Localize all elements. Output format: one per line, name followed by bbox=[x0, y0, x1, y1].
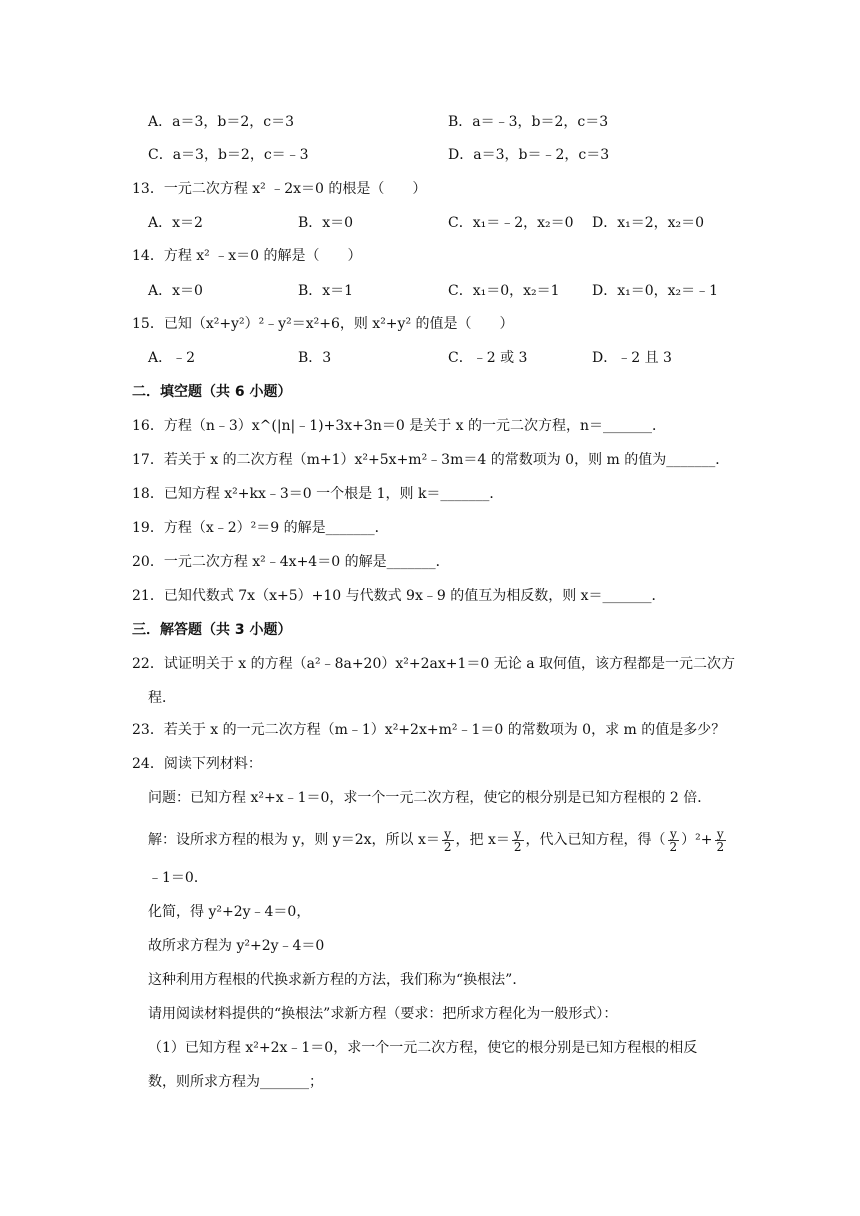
section-fill-in-heading: 二．填空题（共 6 小题） bbox=[132, 384, 292, 400]
q22-line-2: 程． bbox=[148, 690, 176, 706]
fraction-y-over-2 bbox=[715, 828, 727, 853]
q12-option-c: C．a＝3，b＝2，c＝﹣3 bbox=[148, 147, 309, 163]
q24-solution-part-d: ）²+ bbox=[681, 832, 713, 848]
q21-text: 21．已知代数式 7x（x+5）+10 与代数式 9x﹣9 的值互为相反数，则 x＝_______． bbox=[132, 588, 666, 604]
q14-option-c: C．x₁＝0，x₂＝1 bbox=[448, 283, 560, 299]
q18-text: 18．已知方程 x²+kx﹣3＝0 一个根是 1，则 k＝_______． bbox=[132, 486, 504, 502]
fraction-denominator: 2 bbox=[513, 839, 522, 854]
q15-option-c: C．﹣2 或 3 bbox=[448, 350, 528, 366]
fraction-numerator: y bbox=[668, 828, 680, 841]
q13-option-c: C．x₁＝﹣2，x₂＝0 bbox=[448, 215, 574, 231]
q13-option-d: D．x₁＝2，x₂＝0 bbox=[592, 215, 705, 231]
q15-option-b: B．3 bbox=[298, 350, 332, 366]
q19-text: 19．方程（x﹣2）²＝9 的解是_______． bbox=[132, 520, 389, 536]
q12-option-b: B．a＝﹣3，b＝2，c＝3 bbox=[448, 114, 609, 130]
fraction-denominator: 2 bbox=[443, 839, 452, 854]
q13-option-a: A．x＝2 bbox=[148, 215, 203, 231]
q12-option-a: A．a＝3，b＝2，c＝3 bbox=[148, 114, 294, 130]
q24-method: 这种利用方程根的代换求新方程的方法，我们称为“换根法”． bbox=[148, 972, 527, 988]
q14-option-d: D．x₁＝0，x₂＝﹣1 bbox=[592, 283, 719, 299]
q20-text: 20．一元二次方程 x²﹣4x+4＝0 的解是_______． bbox=[132, 554, 450, 570]
q24-part1-line-1: （1）已知方程 x²+2x﹣1＝0，求一个一元二次方程，使它的根分别是已知方程根的相反 bbox=[148, 1040, 698, 1056]
fraction-numerator: y bbox=[442, 828, 454, 841]
section-answer-heading: 三．解答题（共 3 小题） bbox=[132, 622, 292, 638]
q22-line-1: 22．试证明关于 x 的方程（a²﹣8a+20）x²+2ax+1＝0 无论 a 取何值，该方程都是一元二次方 bbox=[132, 656, 735, 672]
q24-simplify: 化简，得 y²+2y﹣4＝0， bbox=[148, 904, 311, 920]
q14-stem: 14．方程 x² ﹣x＝0 的解是（ ） bbox=[132, 248, 362, 264]
q24-title: 24．阅读下列材料： bbox=[132, 756, 262, 772]
q13-option-b: B．x＝0 bbox=[298, 215, 354, 231]
q23-text: 23．若关于 x 的一元二次方程（m﹣1）x²+2x+m²﹣1＝0 的常数项为 0，求 m 的值是多少？ bbox=[132, 722, 726, 738]
q14-option-b: B．x＝1 bbox=[298, 283, 354, 299]
fraction-y-over-2 bbox=[512, 828, 524, 853]
q24-part1-line-2: 数，则所求方程为_______； bbox=[148, 1074, 323, 1090]
q13-stem: 13．一元二次方程 x² ﹣2x＝0 的根是（ ） bbox=[132, 181, 427, 197]
q24-result: 故所求方程为 y²+2y﹣4＝0 bbox=[148, 938, 325, 954]
q15-option-a: A．﹣2 bbox=[148, 350, 196, 366]
q24-solution-part-a: 解：设所求方程的根为 y，则 y＝2x，所以 x＝ bbox=[148, 832, 440, 848]
q16-text: 16．方程（n﹣3）x^(|n|﹣1)+3x+3n＝0 是关于 x 的一元二次方程，n＝_______． bbox=[132, 418, 667, 434]
fraction-y-over-2 bbox=[668, 828, 680, 853]
q24-solution-line bbox=[148, 826, 728, 854]
fraction-numerator: y bbox=[715, 828, 727, 841]
q24-solution-continued: ﹣1＝0． bbox=[148, 870, 208, 886]
q24-solution-part-b: ，把 x＝ bbox=[455, 832, 510, 848]
q15-stem: 15．已知（x²+y²）²﹣y²＝x²+6，则 x²+y² 的值是（ ） bbox=[132, 316, 514, 332]
q14-option-a: A．x＝0 bbox=[148, 283, 203, 299]
fraction-denominator: 2 bbox=[716, 839, 725, 854]
q12-option-d: D．a＝3，b＝﹣2，c＝3 bbox=[448, 147, 610, 163]
fraction-numerator: y bbox=[512, 828, 524, 841]
q24-solution-part-c: ，代入已知方程，得（ bbox=[525, 832, 666, 848]
q24-instruction: 请用阅读材料提供的“换根法”求新方程（要求：把所求方程化为一般形式）： bbox=[148, 1006, 618, 1022]
q17-text: 17．若关于 x 的二次方程（m+1）x²+5x+m²﹣3m＝4 的常数项为 0，则 m 的值为_______． bbox=[132, 452, 730, 468]
fraction-y-over-2 bbox=[442, 828, 454, 853]
fraction-denominator: 2 bbox=[669, 839, 678, 854]
q24-problem: 问题：已知方程 x²+x﹣1＝0，求一个一元二次方程，使它的根分别是已知方程根的 2 倍． bbox=[148, 790, 712, 806]
q15-option-d: D．﹣2 且 3 bbox=[592, 350, 672, 366]
